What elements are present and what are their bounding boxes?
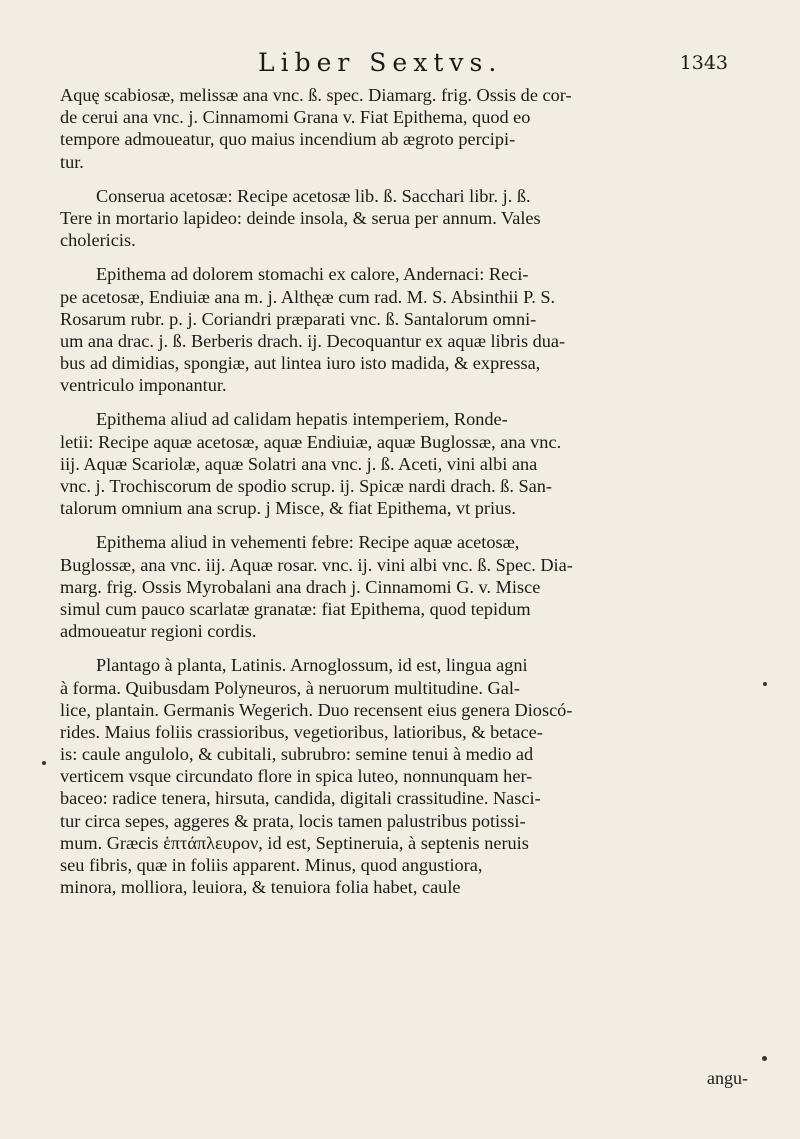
- text-line: mum. Græcis ἑπτάπλευρον, id est, Septineruia, à septenis neruis: [60, 832, 529, 853]
- text-line: Tere in mortario lapideo: deinde insola, & serua per annum. Vales: [60, 207, 541, 228]
- text-line: admoueatur regioni cordis.: [60, 621, 257, 642]
- text-line: lice, plantain. Germanis Wegerich. Duo recensent eius genera Dioscó-: [60, 699, 573, 720]
- text-line: Epithema aliud in vehementi febre: Recipe aquæ acetosæ,: [96, 532, 520, 553]
- paragraph-gap: [60, 173, 752, 185]
- ink-spot: [762, 1056, 767, 1061]
- text-line: tempore admoueatur, quo maius incendium ab ægroto percipi-: [60, 129, 516, 150]
- paragraph-gap: [60, 519, 752, 531]
- text-line: baceo: radice tenera, hirsuta, candida, digitali crassitudine. Nasci-: [60, 788, 541, 809]
- text-line: ventriculo imponantur.: [60, 375, 227, 396]
- text-line: iij. Aquæ Scariolæ, aquæ Solatri ana vnc. j. ß. Aceti, vini albi ana: [60, 453, 538, 474]
- text-line: simul cum pauco scarlatæ granatæ: fiat Epithema, quod tepidum: [60, 598, 531, 619]
- text-line: Plantago à planta, Latinis. Arnoglossum, id est, lingua agni: [96, 655, 528, 676]
- text-line: um ana drac. j. ß. Berberis drach. ij. Decoquantur ex aquæ libris dua-: [60, 330, 566, 351]
- paragraph-gap: [60, 642, 752, 654]
- paragraph: [60, 408, 752, 519]
- catchword: angu-: [707, 1068, 748, 1088]
- ink-spot: [763, 682, 767, 686]
- ink-spot: [42, 761, 46, 765]
- paragraph-gap: [60, 251, 752, 263]
- text-line: minora, molliora, leuiora, & tenuiora folia habet, caule: [60, 877, 461, 898]
- text-line: tur.: [60, 151, 84, 172]
- text-line: Rosarum rubr. p. j. Coriandri præparati vnc. ß. Santalorum omni-: [60, 308, 537, 329]
- text-line: Buglossæ, ana vnc. iij. Aquæ rosar. vnc. ij. vini albi vnc. ß. Spec. Dia-: [60, 554, 573, 575]
- text-line: Epithema aliud ad calidam hepatis intemperiem, Ronde-: [96, 409, 508, 430]
- paragraph-gap: [60, 396, 752, 408]
- running-head: Liber Sextvs.: [258, 48, 503, 77]
- page-number: 1343: [679, 52, 728, 74]
- body-text: [60, 84, 752, 898]
- paragraph: [60, 531, 752, 642]
- text-line: Epithema ad dolorem stomachi ex calore, Andernaci: Reci-: [96, 264, 529, 285]
- text-line: rides. Maius foliis crassioribus, vegetioribus, latioribus, & betace-: [60, 721, 543, 742]
- text-line: vnc. j. Trochiscorum de spodio scrup. ij. Spicæ nardi drach. ß. San-: [60, 476, 553, 496]
- text-line: talorum omnium ana scrup. j Misce, & fiat Epithema, vt prius.: [60, 498, 516, 519]
- text-line: Conserua acetosæ: Recipe acetosæ lib. ß. Sacchari libr. j. ß.: [96, 185, 531, 206]
- text-line: is: caule angulolo, & cubitali, subrubro: semine tenui à medio ad: [60, 744, 534, 765]
- page-header: [0, 48, 800, 82]
- text-line: bus ad dimidias, spongiæ, aut lintea iuro isto madida, & expressa,: [60, 353, 541, 374]
- text-line: marg. frig. Ossis Myrobalani ana drach j. Cinnamomi G. v. Misce: [60, 576, 541, 597]
- text-line: letii: Recipe aquæ acetosæ, aquæ Endiuiæ, aquæ Buglossæ, ana vnc.: [60, 431, 562, 452]
- paragraph: [60, 84, 752, 173]
- text-line: à forma. Quibusdam Polyneuros, à neruorum multitudine. Gal-: [60, 677, 520, 698]
- text-line: Aquę scabiosæ, melissæ ana vnc. ß. spec. Diamarg. frig. Ossis de cor-: [60, 85, 572, 105]
- text-line: cholericis.: [60, 230, 136, 251]
- text-line: verticem vsque circundato flore in spica luteo, nonnunquam her-: [60, 766, 533, 787]
- text-line: de cerui ana vnc. j. Cinnamomi Grana v. Fiat Epithema, quod eo: [60, 107, 531, 128]
- paragraph: [60, 654, 752, 898]
- paragraph: [60, 263, 752, 396]
- text-line: tur circa sepes, aggeres & prata, locis tamen palustribus potissi-: [60, 810, 526, 831]
- text-line: seu fibris, quæ in foliis apparent. Minus, quod angustiora,: [60, 855, 483, 875]
- paragraph: [60, 185, 752, 252]
- text-line: pe acetosæ, Endiuiæ ana m. j. Althęæ cum rad. M. S. Absinthii P. S.: [60, 286, 556, 307]
